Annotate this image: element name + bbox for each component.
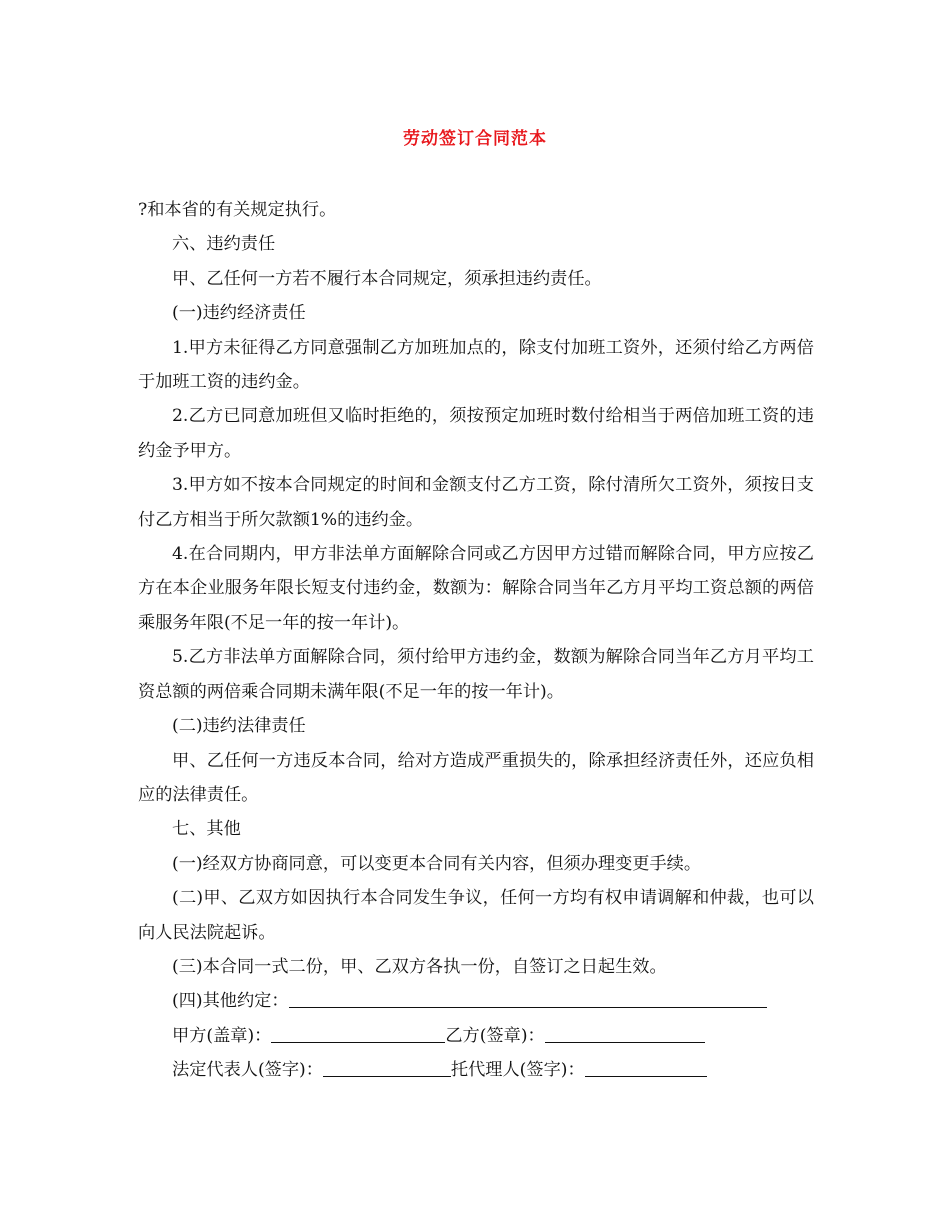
legal-rep-label: 法定代表人(签字)： — [172, 1060, 323, 1081]
clause: 5.乙方非法单方面解除合同，须付给甲方违约金，数额为解除合同当年乙方月平均工资总额的两倍乘合同期未满年限(不足一年的按一年计)。 — [138, 647, 814, 702]
other-agreement-blank — [289, 989, 767, 1008]
clause: 3.甲方如不按本合同规定的时间和金额支付乙方工资，除付清所欠工资外，须按日支付乙方相当于所欠款额1%的违约金。 — [138, 475, 814, 530]
party-a-blank — [271, 1024, 445, 1043]
party-b-blank — [545, 1024, 705, 1043]
document-body — [138, 193, 814, 1088]
clause: 4.在合同期内，甲方非法单方面解除合同或乙方因甲方过错而解除合同，甲方应按乙方在本企业服务年限长短支付违约金，数额为：解除合同当年乙方月平均工资总额的两倍乘服务年限(不足一年的按一年计)。 — [138, 544, 814, 633]
other-agreement-line — [138, 984, 814, 1018]
legal-rep-blank — [323, 1058, 451, 1077]
section-heading: 七、其他 — [172, 819, 241, 840]
party-a-label: 甲方(盖章)： — [172, 1025, 272, 1046]
clause: (三)本合同一式二份，甲、乙双方各执一份，自签订之日起生效。 — [172, 956, 667, 977]
clause: 1.甲方未征得乙方同意强制乙方加班加点的，除支付加班工资外，还须付给乙方两倍于加班工资的违约金。 — [138, 337, 814, 393]
agent-blank — [585, 1058, 707, 1077]
subsection-heading: (二)违约法律责任 — [172, 716, 306, 737]
subsection-heading: (一)违约经济责任 — [172, 303, 306, 324]
document-title: 劳动签订合同范本 — [403, 129, 547, 149]
section-heading: 六、违约责任 — [172, 234, 276, 255]
representative-signature-line — [138, 1053, 814, 1087]
clause: 2.乙方已同意加班但又临时拒绝的，须按预定加班时数付给相当于两倍加班工资的违约金予甲方。 — [138, 406, 814, 461]
other-agreement-label: (四)其他约定： — [172, 991, 289, 1012]
party-signature-line — [138, 1019, 814, 1053]
paragraph: 甲、乙任何一方若不履行本合同规定，须承担违约责任。 — [172, 268, 602, 289]
paragraph: ?和本省的有关规定执行。 — [138, 200, 337, 220]
paragraph: 甲、乙任何一方违反本合同，给对方造成严重损失的，除承担经济责任外，还应负相应的法律责任。 — [138, 750, 814, 805]
clause: (二)甲、乙双方如因执行本合同发生争议，任何一方均有权申请调解和仲裁，也可以向人民法院起诉。 — [138, 888, 814, 943]
clause: (一)经双方协商同意，可以变更本合同有关内容，但须办理变更手续。 — [172, 853, 702, 874]
party-b-label: 乙方(签章)： — [445, 1025, 545, 1046]
agent-label: 托代理人(签字)： — [450, 1060, 585, 1081]
